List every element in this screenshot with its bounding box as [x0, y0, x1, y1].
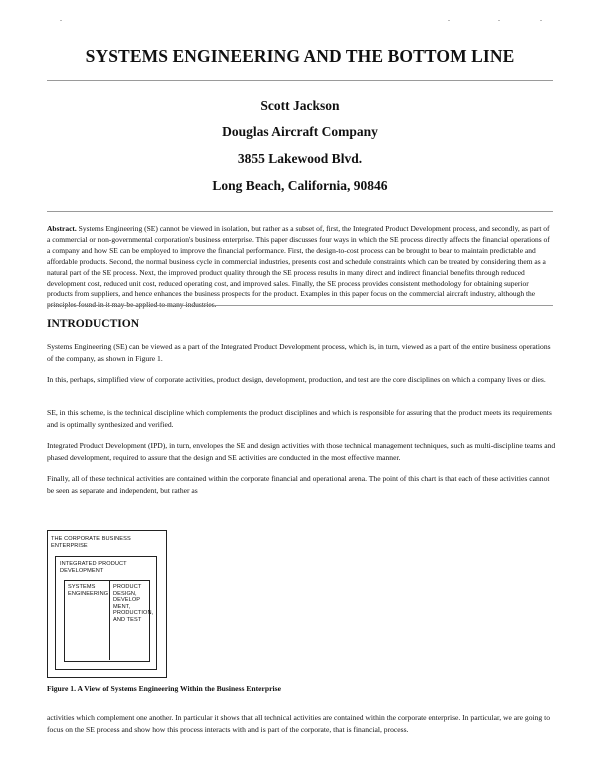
intro-paragraph: Systems Engineering (SE) can be viewed as a part of the Integrated Product Development process, which is, in turn, viewed as a part of the entire business operations of the company, as shown in Figure 1. — [47, 342, 551, 363]
scan-mark — [540, 20, 542, 21]
scan-mark — [498, 20, 500, 21]
author-name: Scott Jackson — [260, 98, 340, 113]
product-box — [109, 581, 154, 660]
intro-paragraph: Integrated Product Development (IPD), in turn, envelopes the SE and design activities with those technical management techniques, such as multi-discipline teams and phased development, required to assure that the design and SE activities are conducted in the most effective manner. — [47, 441, 556, 462]
paper-title: SYSTEMS ENGINEERING AND THE BOTTOM LINE — [85, 46, 515, 66]
author-company: Douglas Aircraft Company — [222, 124, 378, 139]
abstract — [47, 224, 553, 311]
ipd-box — [55, 556, 157, 670]
ipd-label: INTEGRATED PRODUCT DEVELOPMENT — [60, 561, 127, 574]
abstract-text: Systems Engineering (SE) cannot be viewed in isolation, but rather as a subset of, first, the Integrated Product Development process, and secondly, as part of a commercial or non-governmental corporation's business enterprise. This paper discusses four ways in which the SE process directly affects the financial operations of a company and how SE can be employed to improve the financial performance. First, the design-to-cost process can be brought to bear to maintain predictable and affordable products. Second, the normal business cycle in commercial industries, presents cost and schedule constraints which can be treated by considering them as a natural part of the SE process. Next, the improved product quality through the SE process results in many direct and indirect financial benefits through reduced development cost, reduced unit cost, reduced operating cost, and improved sales. Finally, the SE process provides consistent methodology for obtaining superior products from suppliers, and hence enhances the business prospects for the product. Examples in this paper focus on the commercial aircraft industry, although the principles found in it may be applied to many industries. — [47, 224, 550, 310]
se-label: SYSTEMS ENGINEERING — [68, 584, 109, 597]
after-figure-paragraph: activities which complement one another. In particular it shows that all technical activities are contained within the corporate enterprise. In particular, we are going to focus on the SE process and show how this process interacts with and is part of the corporate, that is financial, process. — [47, 713, 551, 734]
figure-caption: Figure 1. A View of Systems Engineering Within the Business Enterprise — [47, 684, 281, 693]
intro-paragraph: Finally, all of these technical activities are contained within the corporate financial and operational arena. The point of this chart is that each of these activities cannot be seen as separate and independent, but rather as — [47, 474, 550, 495]
section-heading-introduction: INTRODUCTION — [47, 318, 140, 330]
author-address: 3855 Lakewood Blvd. — [237, 151, 363, 166]
abstract-rule — [47, 305, 553, 306]
abstract-label: Abstract. — [47, 224, 77, 233]
scan-mark — [448, 20, 450, 21]
se-box — [64, 580, 154, 662]
title-rule — [47, 80, 553, 81]
scan-mark — [60, 20, 62, 21]
corporate-enterprise-label: THE CORPORATE BUSINESS ENTERPRISE — [51, 536, 131, 549]
product-label: PRODUCT DESIGN, DEVELOP MENT, PRODUCTION, AND TEST — [113, 584, 154, 623]
author-city: Long Beach, California, 90846 — [212, 178, 388, 193]
figure-1-diagram — [47, 530, 167, 678]
intro-paragraph: SE, in this scheme, is the technical discipline which complements the product disciplines and which is responsible for assuring that the product meets its requirements and is optimally synthesized and verified. — [47, 408, 552, 429]
intro-paragraph: In this, perhaps, simplified view of corporate activities, product design, development, production, and test are the core disciplines on which a company lives or dies. — [47, 375, 546, 384]
author-rule — [47, 211, 553, 212]
